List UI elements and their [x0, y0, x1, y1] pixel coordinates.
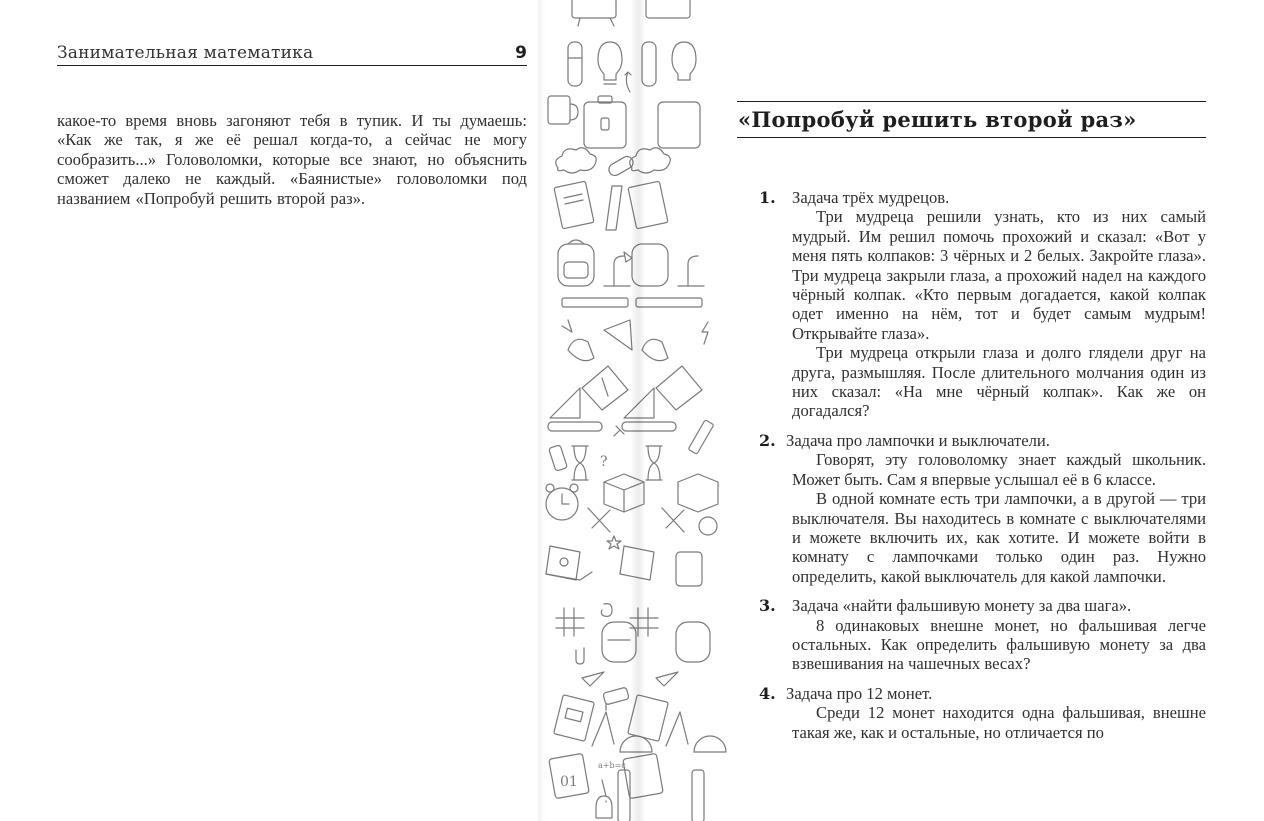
- task-body: [792, 188, 1206, 421]
- page-number: 9: [515, 43, 527, 63]
- paper-plane-icon: [582, 672, 604, 686]
- task-item-4: [759, 684, 1206, 742]
- compass-icon: [592, 704, 614, 746]
- task-item-1: [759, 188, 1206, 421]
- notebook-icon: [554, 695, 595, 742]
- hourglass-icon: [572, 446, 588, 480]
- bell-icon: [642, 339, 668, 360]
- svg-text:01: 01: [560, 774, 578, 790]
- laptop-icon: [546, 546, 592, 580]
- question-mark-icon: ?: [600, 454, 608, 470]
- running-header: [57, 40, 527, 66]
- backpack-icon: [558, 240, 594, 286]
- task-body: [786, 431, 1206, 586]
- task-number: 4.: [759, 683, 776, 703]
- lightbulb-icon: [672, 42, 696, 80]
- protractor-icon: [694, 736, 726, 752]
- task-body: [786, 684, 1206, 742]
- mug-icon: [548, 96, 578, 124]
- compass-icon: [666, 712, 688, 746]
- pencil-icon: [688, 420, 714, 454]
- task-title: Задача про 12 монет.: [786, 683, 933, 703]
- task-paragraph: Среди 12 монет находится одна фальшивая, внешне такая же, как и остальные, но отличается по: [792, 703, 1206, 742]
- scissors-icon: [662, 508, 684, 532]
- hourglass-icon: [646, 446, 662, 480]
- paper-plane-icon: [656, 672, 678, 686]
- ruler-icon: [636, 298, 702, 307]
- task-paragraph: 8 одинаковых внешне монет, но фальшивая легче остальных. Как определить фальшивую монету за два взвешивания на чашечных весах?: [792, 615, 1206, 674]
- task-body: [792, 596, 1206, 674]
- task-list: [759, 188, 1206, 752]
- task-title: Задача трёх мудрецов.: [792, 188, 950, 207]
- mouse-icon: [596, 796, 612, 818]
- rolled-paper-icon: [642, 42, 656, 86]
- set-square-icon: [550, 388, 580, 418]
- briefcase-icon: [658, 102, 700, 148]
- cube-icon: [678, 474, 718, 512]
- calculator-icon: [676, 552, 702, 586]
- task-item-3: [759, 596, 1206, 674]
- task-number: 3.: [759, 596, 776, 616]
- left-page: [0, 0, 540, 821]
- task-paragraph: Три мудреца решили узнать, кто из них самый мудрый. Им решил помочь прохожий и сказал: «Вот у меня пять колпаков: 3 чёрных и 2 белых. Закройте глаза». Три мудреца закрыли глаза, а прохожий надел на каждого чёрный колпак. «Кто первым догадается, какой колпак одет именно на нём, тот и будет самым мудрым! Открывайте глаза».: [792, 207, 1206, 343]
- lightning-icon: [702, 322, 708, 344]
- calendar-icon: [549, 753, 589, 798]
- highlighter-icon: [549, 445, 568, 472]
- tic-tac-toe-icon: [556, 608, 584, 636]
- section-heading: [737, 101, 1206, 138]
- section-heading-text: «Попробуй решить второй раз»: [738, 107, 1137, 132]
- cloud-icon: [556, 148, 597, 173]
- task-number: 1.: [759, 188, 776, 207]
- easel-icon: [646, 0, 690, 18]
- alarm-clock-icon: [546, 484, 578, 520]
- book-icon: [554, 181, 594, 229]
- pen-icon: [692, 770, 704, 821]
- task-paragraph: В одной комнате есть три лампочки, а в другой — три выключателя. Вы находитесь в комнате с выключателями и можете включить их, как хотите. И можете войти в комнату с лампочками только один раз. Нужно определить, какой выключатель для какой лампочки.: [792, 489, 1206, 586]
- spiral-icon: [601, 604, 612, 617]
- decorative-doodle-strip: [538, 0, 728, 821]
- exclamation-icon: [602, 780, 606, 802]
- page-fold-shadow: [630, 0, 644, 821]
- task-paragraph: Говорят, эту головоломку знает каждый школьник. Может быть. Сам я впервые услышал её в 6 классе.: [792, 450, 1206, 489]
- open-book-icon: [656, 366, 702, 410]
- scissors-icon: [588, 508, 610, 532]
- paperclip-icon: [576, 648, 584, 664]
- formula-icon: a+b=c: [598, 761, 626, 770]
- backpack-icon: [676, 622, 710, 662]
- desk-lamp-icon: [678, 256, 704, 286]
- rolled-paper-icon: [568, 42, 582, 86]
- task-number: 2.: [759, 430, 776, 450]
- marker-icon: [548, 422, 602, 431]
- page-fold-shadow-left: [538, 0, 546, 821]
- apple-icon: [699, 517, 717, 535]
- task-paragraph: Три мудреца открыли глаза и долго глядели друг на друга, размышляя. После длительного молчания один из них сказал: «На мне чёрный колпак». Как же он догадался?: [792, 343, 1206, 421]
- bell-icon: [562, 320, 594, 361]
- task-title: Задача «найти фальшивую монету за два шага».: [792, 596, 1132, 616]
- easel-icon: [572, 0, 616, 26]
- right-page: [728, 0, 1264, 821]
- task-title: Задача про лампочки и выключатели.: [786, 430, 1050, 450]
- intro-paragraph: какое-то время вновь загоняют тебя в тупик. И ты думаешь: «Как же так, я же её решал когда-то, а сейчас не могу сообразить...» Головоломки, которые все знают, но объяснить сможет далеко не каждый. «Баянистые» головоломки под названием «Попробуй решить второй раз».: [57, 111, 527, 208]
- running-title: Занимательная математика: [57, 43, 314, 63]
- task-item-2: [759, 431, 1206, 586]
